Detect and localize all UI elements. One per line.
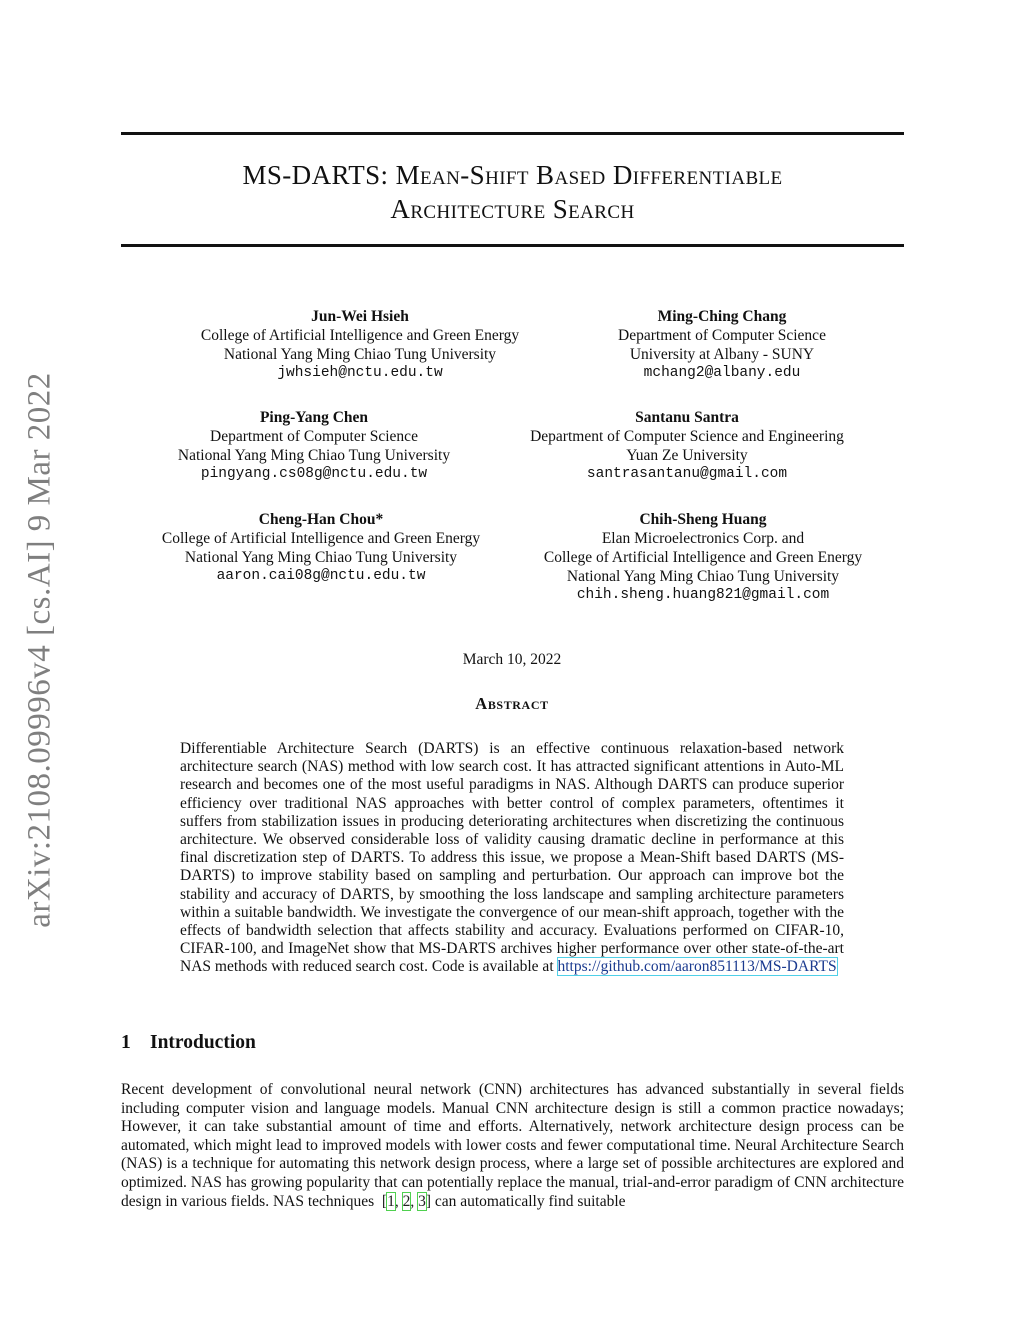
author-affiliation: Yuan Ze University bbox=[626, 447, 748, 464]
abstract-body bbox=[180, 740, 844, 977]
section-heading bbox=[121, 1032, 256, 1054]
paper-title bbox=[121, 158, 904, 226]
introduction-paragraph: Recent development of convolutional neural network (CNN) architectures has advanced substantially in several fields including computer vision and language models. Manual CNN architecture design is still a common practice nowadays; However, it can take substantial amount of time and efforts. Alternatively, network architecture design process can be automated, which might lead to improved models with lower costs and fewer computational time. Neural Architecture Search (NAS) is a technique for automating this network design process, where a large set of possible architectures are explored and optimized. NAS has growing popularity that can potentially replace the manual, trial-and-error paradigm of CNN architecture design in various fields. NAS techniques bbox=[121, 1081, 904, 1210]
citation-link[interactable]: 1 bbox=[387, 1192, 395, 1210]
author-affiliation: National Yang Ming Chiao Tung University bbox=[566, 568, 840, 585]
code-link[interactable]: https://github.com/aaron851113/MS-DARTS bbox=[557, 958, 837, 976]
author-name: Ming-Ching Chang bbox=[657, 308, 787, 325]
author-affiliation: Department of Computer Science bbox=[618, 327, 826, 344]
title-rule-top bbox=[121, 132, 904, 135]
author-affiliation: College of Artificial Intelligence and Green Energy bbox=[543, 549, 863, 566]
author-name: Chih-Sheng Huang bbox=[639, 511, 767, 528]
author-affiliation: Elan Microelectronics Corp. and bbox=[601, 530, 805, 547]
arxiv-identifier: arXiv:2108.09996v4 [cs.AI] 9 Mar 2022 bbox=[21, 372, 58, 928]
title-line-2: Architecture Search bbox=[390, 194, 635, 224]
author-affiliation: National Yang Ming Chiao Tung University bbox=[177, 447, 451, 464]
author-name: Cheng-Han Chou* bbox=[258, 511, 384, 528]
author-name: Jun-Wei Hsieh bbox=[311, 308, 409, 325]
author-email: pingyang.cs08g@nctu.edu.tw bbox=[200, 466, 428, 482]
abstract-paragraph: Differentiable Architecture Search (DARTS) is an effective continuous relaxation-based network architecture search (NAS) method with low search cost. It has attracted significant attentions in Auto-ML research and becomes one of the most useful paradigms in NAS. Although DARTS can produce superior efficiency over traditional NAS approaches with better control of complex parameters, oftentimes it suffers from stabilization issues in producing deteriorating architectures when discretizing the continuous architecture. We observed considerable loss of validity causing dramatic decline in performance at this final discretization step of DARTS. To address this issue, we propose a Mean-Shift based DARTS (MS-DARTS) to improve stability based on sampling and perturbation. Our approach can improve bot the stability and accuracy of DARTS, by smoothing the loss landscape and sampling architecture parameters within a suitable bandwidth. We investigate the convergence of our mean-shift approach, together with the effects of bandwidth selection that affects stability and accuracy. Evaluations performed on CIFAR-10, CIFAR-100, and ImageNet show that MS-DARTS archives higher performance over other state-of-the-art NAS methods with reduced search cost. Code is available at bbox=[180, 740, 844, 976]
author-name: Ping-Yang Chen bbox=[259, 409, 369, 426]
section-title: Introduction bbox=[150, 1032, 256, 1053]
author-block bbox=[162, 510, 480, 586]
author-email: chih.sheng.huang821@gmail.com bbox=[576, 587, 830, 603]
author-affiliation: Department of Computer Science and Engineering bbox=[530, 428, 844, 445]
author-affiliation: University at Albany - SUNY bbox=[629, 346, 815, 363]
author-name: Santanu Santra bbox=[635, 409, 739, 426]
author-email: aaron.cai08g@nctu.edu.tw bbox=[216, 568, 426, 584]
author-affiliation: Department of Computer Science bbox=[210, 428, 418, 445]
citation-link[interactable]: 3 bbox=[418, 1192, 426, 1210]
publication-date: March 10, 2022 bbox=[462, 651, 562, 668]
introduction-body bbox=[121, 1081, 904, 1211]
author-block bbox=[618, 307, 826, 383]
author-affiliation: College of Artificial Intelligence and Green Energy bbox=[161, 530, 481, 547]
title-rule-bottom bbox=[121, 244, 904, 247]
author-affiliation: National Yang Ming Chiao Tung University bbox=[223, 346, 497, 363]
author-block bbox=[530, 408, 844, 484]
author-affiliation: National Yang Ming Chiao Tung University bbox=[184, 549, 458, 566]
author-block bbox=[544, 510, 862, 605]
introduction-paragraph-continued: can automatically find suitable bbox=[434, 1192, 626, 1210]
author-email: mchang2@albany.edu bbox=[643, 365, 801, 381]
author-affiliation: College of Artificial Intelligence and Green Energy bbox=[200, 327, 520, 344]
title-line-1: MS-DARTS: Mean-Shift Based Differentiable bbox=[242, 160, 783, 190]
abstract-heading: Abstract bbox=[475, 694, 549, 713]
citation-group: [1, 2, 3] bbox=[378, 1192, 431, 1210]
author-block bbox=[178, 408, 450, 484]
author-block bbox=[201, 307, 519, 383]
section-number: 1 bbox=[121, 1032, 131, 1053]
author-email: santrasantanu@gmail.com bbox=[586, 466, 788, 482]
citation-link[interactable]: 2 bbox=[402, 1192, 411, 1210]
author-email: jwhsieh@nctu.edu.tw bbox=[277, 365, 443, 381]
